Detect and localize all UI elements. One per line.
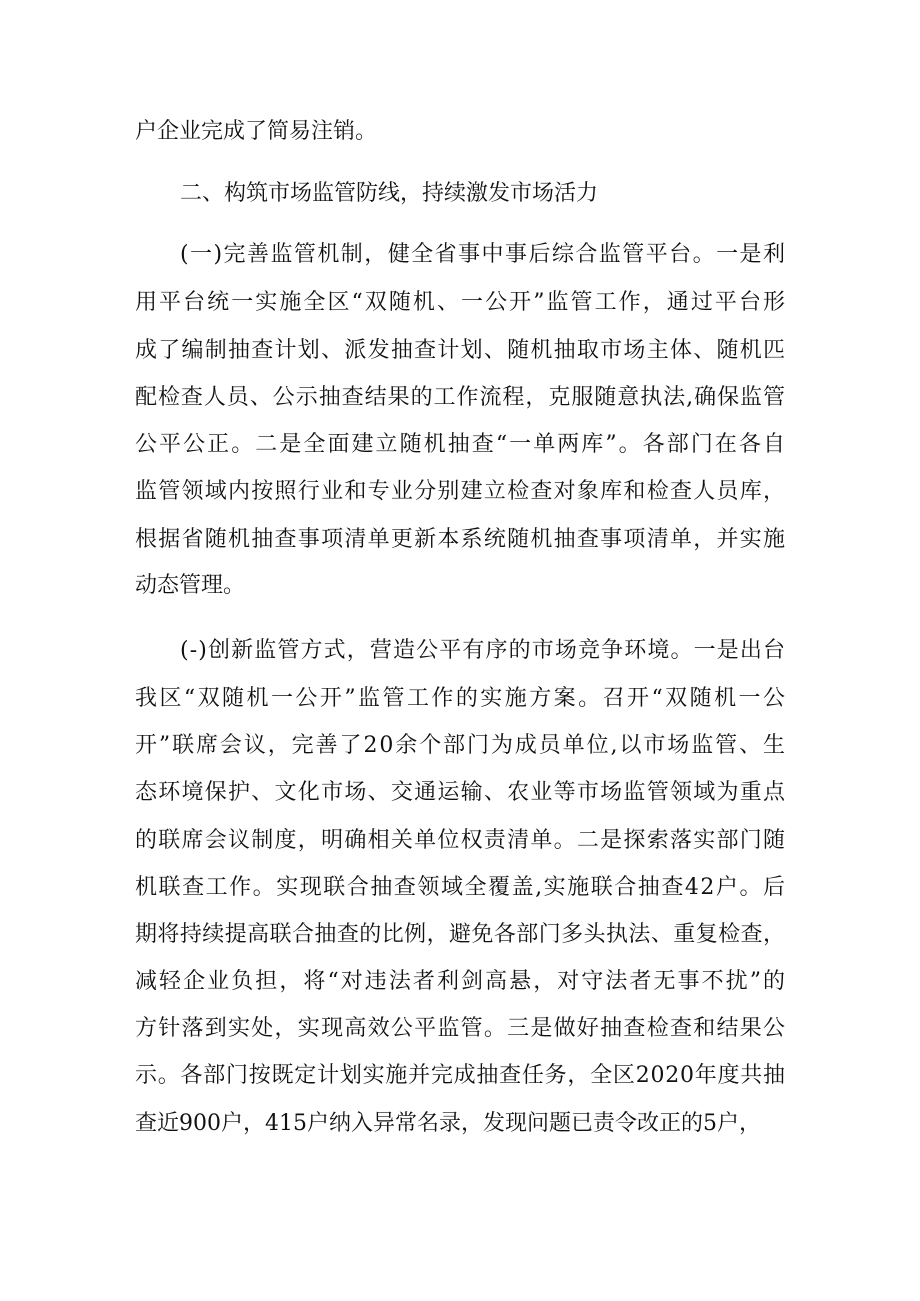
line-text: 配检查人员、公示抽查结果的工作流程，克服随意执法,确保监管 (135, 385, 786, 410)
line-text: 户企业完成了简易注销。 (135, 119, 378, 144)
paragraph-line (0, 679, 920, 719)
line-text: 减轻企业负担，将“对违法者利剑高悬，对守法者无事不扰”的 (135, 969, 788, 994)
paragraph-line (0, 283, 920, 323)
line-text: 机联查工作。实现联合抽查领域全覆盖,实施联合抽查42户。后 (135, 875, 787, 900)
paragraph-line (0, 472, 920, 512)
paragraph-line (0, 868, 920, 908)
paragraph-line (0, 631, 920, 671)
line-text: 期将持续提高联合抽查的比例，避免各部门多头执法、重复检查， (135, 922, 786, 947)
line-text: 的联席会议制度，明确相关单位权责清单。二是探索落实部门随 (135, 828, 787, 853)
paragraph-line (0, 1104, 920, 1144)
paragraph-line (0, 378, 920, 418)
line-text: 根据省随机抽查事项清单更新本系统随机抽查事项清单，并实施 (135, 527, 787, 552)
paragraph-line (0, 821, 920, 861)
line-text: 二、构筑市场监管防线，持续激发市场活力 (180, 181, 599, 206)
line-text: (一)完善监管机制，健全省事中事后综合监管平台。一是利 (180, 242, 787, 267)
line-text: (-)创新监管方式，营造公平有序的市场竞争环境。一是出台 (180, 638, 787, 663)
paragraph-line (0, 962, 920, 1002)
line-text: 查近900户，415户纳入异常名录，发现问题已责令改正的5户， (135, 1111, 761, 1136)
paragraph-line (0, 726, 920, 766)
section-heading (0, 174, 920, 214)
paragraph-line (0, 331, 920, 371)
paragraph-line (0, 520, 920, 560)
paragraph-line (0, 566, 920, 606)
paragraph-line (0, 112, 920, 152)
line-text: 态环境保护、文化市场、交通运输、农业等市场监管领域为重点 (135, 780, 787, 805)
paragraph-line (0, 425, 920, 465)
paragraph-line (0, 1056, 920, 1096)
line-text: 方针落到实处，实现高效公平监管。三是做好抽查检查和结果公 (135, 1016, 787, 1041)
paragraph-line (0, 1009, 920, 1049)
line-text: 成了编制抽查计划、派发抽查计划、随机抽取市场主体、随机匹 (135, 338, 787, 363)
paragraph-line (0, 235, 920, 275)
line-text: 示。各部门按既定计划实施并完成抽查任务，全区2020年度共抽 (135, 1063, 786, 1088)
line-text: 动态管理。 (135, 573, 246, 598)
paragraph-line (0, 915, 920, 955)
line-text: 开”联席会议，完善了20余个部门为成员单位,以市场监管、生 (135, 733, 787, 758)
line-text: 监管领域内按照行业和专业分别建立检查对象库和检查人员库， (135, 479, 787, 504)
paragraph-line (0, 773, 920, 813)
line-text: 公平公正。二是全面建立随机抽查“一单两库”。各部门在各自 (135, 432, 788, 457)
line-text: 我区“双随机一公开”监管工作的实施方案。召开“双随机一公 (135, 686, 788, 711)
line-text: 用平台统一实施全区“双随机、一公开”监管工作，通过平台形 (135, 290, 788, 315)
